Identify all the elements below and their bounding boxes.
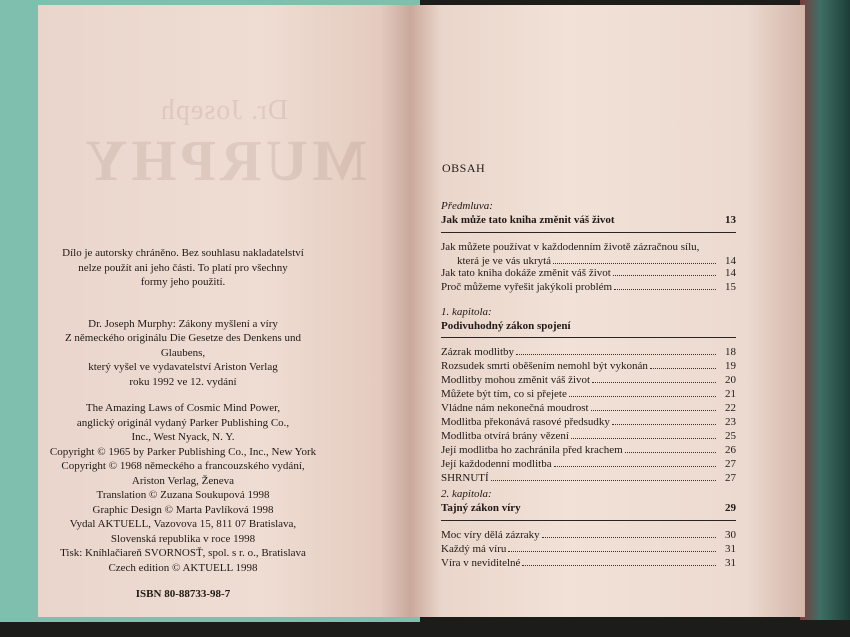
toc-entry: [441, 240, 736, 268]
toc-entry: [441, 415, 736, 429]
isbn: ISBN 80-88733-98-7: [135, 588, 231, 600]
toc-entry-page: 27: [725, 458, 736, 470]
chapter-2-title: [441, 502, 736, 514]
english-line: Vydal AKTUELL, Vazovova 15, 811 07 Bratislava,: [69, 518, 297, 530]
preface-title-text: Jak může tato kniha změnit váš život: [441, 214, 615, 226]
english-line: Slovenská republika v roce 1998: [110, 532, 256, 545]
toc-entry-page: 22: [725, 402, 736, 414]
toc-entry-text: Rozsudek smrti oběšením nemohl být vykonán: [441, 360, 648, 372]
toc-entry-page: 30: [725, 529, 736, 541]
divider: [441, 520, 736, 521]
toc-entry-text: Modlitba otvírá brány vězení: [441, 430, 569, 442]
ghost-author-surname: MURPHY: [81, 128, 367, 193]
chapter-1-title: [441, 320, 736, 332]
preface-label: Předmluva:: [441, 200, 493, 212]
toc-entry-page: 18: [725, 346, 736, 358]
english-line: Inc., West Nyack, N. Y.: [131, 431, 235, 443]
toc-entry: [441, 443, 736, 457]
toc-entry-text: Jak můžete používat v každodenním životě zázračnou sílu,: [441, 241, 700, 253]
toc-entry-text: Můžete být tím, co si přejete: [441, 388, 567, 400]
toc-entry: [441, 345, 736, 359]
toc-entry: [441, 280, 736, 294]
toc-entry-page: 25: [725, 430, 736, 442]
toc-entry-page: 31: [725, 557, 736, 569]
english-line: Translation © Zuzana Soukupová 1998: [96, 489, 270, 501]
toc-entry-text: Jak tato kniha dokáže změnit váš život: [441, 267, 611, 279]
preface-title: [441, 214, 736, 226]
toc-entry: [441, 401, 736, 415]
toc-entry-text: Každý má víru: [441, 543, 507, 555]
english-line: Ariston Verlag, Ženeva: [131, 474, 235, 487]
toc-entry-page: 26: [725, 444, 736, 456]
copyright-line: Dílo je autorsky chráněno. Bez souhlasu nakladatelství: [62, 247, 304, 259]
copyright-line: formy jeho použití.: [140, 276, 226, 288]
toc-entry-page: 20: [725, 374, 736, 386]
english-line: anglický originál vydaný Parker Publishing Co.,: [76, 416, 290, 429]
english-line: Graphic Design © Marta Pavlíková 1998: [92, 503, 274, 516]
toc-entry-text: která je ve vás ukrytá: [457, 255, 552, 267]
toc-entry: [441, 429, 736, 443]
toc-entry: [441, 542, 736, 556]
toc-entry-text: Moc víry dělá zázraky: [441, 529, 540, 541]
toc-entry-page: 14: [725, 255, 736, 267]
english-line: The Amazing Laws of Cosmic Mind Power,: [85, 402, 281, 414]
chapter-2-title-text: Tajný zákon víry: [441, 502, 521, 514]
toc-entry-page: 19: [725, 360, 736, 372]
show-through-cover-title: [38, 95, 410, 194]
toc-entry-text: Vládne nám nekonečná moudrost: [441, 402, 589, 414]
toc-entry: [441, 528, 736, 542]
toc-entry: [441, 266, 736, 280]
chapter-1-label: 1. kapitola:: [441, 306, 492, 318]
ghost-author-name: Dr. Joseph: [159, 95, 289, 126]
toc-entry: [441, 471, 736, 485]
toc-entry: [441, 556, 736, 570]
toc-entry-text: Její každodenní modlitba: [441, 458, 552, 470]
toc-entry-text: Její modlitba ho zachránila před krachem: [441, 444, 623, 456]
toc-entry-text: Víra v neviditelné: [441, 557, 521, 569]
original-line: který vyšel ve vydavatelství Ariston Verlag: [88, 361, 278, 373]
original-line: roku 1992 ve 12. vydání: [129, 375, 237, 388]
toc-entry: [441, 387, 736, 401]
toc-entry: [441, 457, 736, 471]
english-line: Copyright © 1968 německého a francouzského vydání,: [61, 460, 305, 472]
toc-entry-text: SHRNUTÍ: [441, 472, 489, 484]
divider: [441, 337, 736, 338]
toc-entry-text: Proč můžeme vyřešit jakýkoli problém: [441, 281, 613, 293]
toc-entry-text: Modlitby mohou změnit váš život: [441, 374, 591, 386]
english-line: Tisk: Kníhlačiareň SVORNOSŤ, spol. s r. o., Bratislava: [60, 547, 306, 559]
toc-entry-page: 14: [725, 267, 736, 279]
book-cover-right: [800, 0, 850, 620]
toc-heading: OBSAH: [442, 161, 486, 175]
toc-entry-page: 27: [725, 472, 736, 484]
preface-title-page: 13: [725, 214, 736, 226]
divider: [441, 232, 736, 233]
english-line: Czech edition © AKTUELL 1998: [108, 561, 258, 574]
toc-entry: [441, 359, 736, 373]
toc-entry-page: 15: [725, 281, 736, 293]
imprint-block: [48, 246, 318, 602]
toc-entry-text: Zázrak modlitby: [441, 346, 515, 358]
chapter-2-label: 2. kapitola:: [441, 488, 492, 500]
copyright-line: nelze použít ani jeho části. To platí pro všechny: [78, 261, 288, 274]
chapter-1-title-text: Podivuhodný zákon spojení: [441, 320, 571, 332]
toc-entry-text: Modlitba překonává rasové předsudky: [441, 416, 610, 428]
english-line: Copyright © 1965 by Parker Publishing Co., Inc., New York: [49, 445, 317, 458]
chapter-2-title-page: 29: [725, 502, 736, 514]
toc-entry: [441, 373, 736, 387]
original-line: Z německého originálu Die Gesetze des Denkens und Glaubens,: [64, 332, 302, 359]
toc-entry-page: 23: [725, 416, 736, 428]
toc-entry-page: 21: [725, 388, 736, 400]
original-line: Dr. Joseph Murphy: Zákony myšlení a víry: [88, 317, 278, 330]
toc-entry-page: 31: [725, 543, 736, 555]
